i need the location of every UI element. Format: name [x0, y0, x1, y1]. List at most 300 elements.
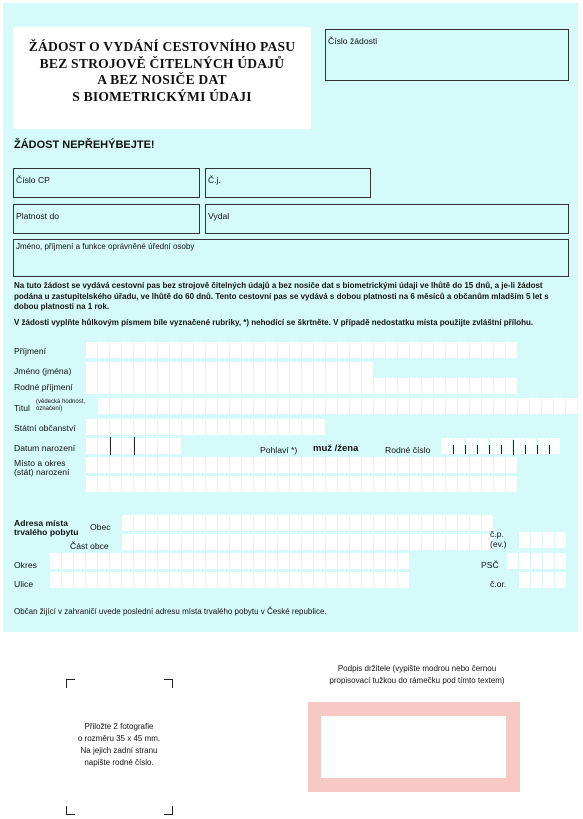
input-cell[interactable] — [182, 457, 193, 473]
jmeno-grid[interactable] — [86, 362, 373, 378]
input-cell[interactable] — [326, 378, 337, 394]
prijmeni-grid[interactable] — [86, 342, 517, 358]
input-cell[interactable] — [206, 572, 217, 588]
input-cell[interactable] — [290, 534, 301, 550]
input-cell[interactable] — [170, 378, 181, 394]
statni-obcanstvi-grid[interactable] — [86, 419, 325, 435]
input-cell[interactable] — [338, 515, 349, 531]
input-cell[interactable] — [362, 342, 373, 358]
input-cell[interactable] — [266, 378, 277, 394]
input-cell[interactable] — [254, 534, 265, 550]
input-cell[interactable] — [338, 342, 349, 358]
input-cell[interactable] — [314, 515, 325, 531]
input-cell[interactable] — [519, 532, 530, 548]
input-cell[interactable] — [86, 378, 97, 394]
input-cell[interactable] — [86, 362, 97, 378]
input-cell[interactable] — [482, 378, 493, 394]
input-cell[interactable] — [446, 457, 457, 473]
input-cell[interactable] — [218, 515, 229, 531]
input-cell[interactable] — [482, 342, 493, 358]
input-cell[interactable] — [266, 553, 277, 569]
input-cell[interactable] — [242, 378, 253, 394]
input-cell[interactable] — [531, 553, 542, 569]
input-cell[interactable] — [62, 553, 73, 569]
input-cell[interactable] — [170, 553, 181, 569]
input-cell[interactable] — [278, 419, 289, 435]
input-cell[interactable] — [206, 515, 217, 531]
input-cell[interactable] — [86, 342, 97, 358]
input-cell[interactable] — [350, 553, 361, 569]
input-cell[interactable] — [506, 398, 517, 414]
input-cell[interactable] — [230, 553, 241, 569]
input-cell[interactable] — [158, 438, 169, 454]
input-cell[interactable] — [290, 378, 301, 394]
input-cell[interactable] — [338, 553, 349, 569]
input-cell[interactable] — [206, 378, 217, 394]
input-cell[interactable] — [254, 515, 265, 531]
input-cell[interactable] — [326, 457, 337, 473]
input-cell[interactable] — [98, 419, 109, 435]
input-cell[interactable] — [326, 553, 337, 569]
input-cell[interactable] — [458, 398, 469, 414]
input-cell[interactable] — [146, 572, 157, 588]
input-cell[interactable] — [194, 476, 205, 492]
input-cell[interactable] — [254, 572, 265, 588]
input-cell[interactable] — [434, 515, 445, 531]
input-cell[interactable] — [543, 572, 554, 588]
input-cell[interactable] — [434, 342, 445, 358]
input-cell[interactable] — [230, 515, 241, 531]
input-cell[interactable] — [86, 476, 97, 492]
input-cell[interactable] — [74, 553, 85, 569]
input-cell[interactable] — [158, 534, 169, 550]
input-cell[interactable] — [441, 438, 452, 454]
input-cell[interactable] — [422, 476, 433, 492]
input-cell[interactable] — [254, 398, 265, 414]
input-cell[interactable] — [398, 476, 409, 492]
input-cell[interactable] — [134, 457, 145, 473]
input-cell[interactable] — [302, 515, 313, 531]
input-cell[interactable] — [230, 476, 241, 492]
input-cell[interactable] — [531, 532, 542, 548]
input-cell[interactable] — [122, 515, 133, 531]
input-cell[interactable] — [170, 534, 181, 550]
input-cell[interactable] — [134, 362, 145, 378]
input-cell[interactable] — [338, 572, 349, 588]
input-cell[interactable] — [519, 572, 530, 588]
input-cell[interactable] — [555, 532, 566, 548]
input-cell[interactable] — [206, 342, 217, 358]
input-cell[interactable] — [134, 534, 145, 550]
input-cell[interactable] — [98, 457, 109, 473]
input-cell[interactable] — [194, 572, 205, 588]
input-cell[interactable] — [494, 476, 505, 492]
input-cell[interactable] — [434, 534, 445, 550]
input-cell[interactable] — [314, 572, 325, 588]
input-cell[interactable] — [326, 534, 337, 550]
input-cell[interactable] — [146, 457, 157, 473]
input-cell[interactable] — [374, 553, 385, 569]
input-cell[interactable] — [410, 378, 421, 394]
input-cell[interactable] — [254, 553, 265, 569]
input-cell[interactable] — [50, 553, 61, 569]
input-cell[interactable] — [314, 362, 325, 378]
input-cell[interactable] — [206, 534, 217, 550]
input-cell[interactable] — [494, 378, 505, 394]
input-cell[interactable] — [542, 398, 553, 414]
input-cell[interactable] — [170, 572, 181, 588]
input-cell[interactable] — [206, 398, 217, 414]
input-cell[interactable] — [182, 534, 193, 550]
input-cell[interactable] — [398, 457, 409, 473]
input-cell[interactable] — [494, 342, 505, 358]
input-cell[interactable] — [290, 362, 301, 378]
input-cell[interactable] — [422, 515, 433, 531]
input-cell[interactable] — [206, 476, 217, 492]
input-cell[interactable] — [122, 572, 133, 588]
input-cell[interactable] — [182, 419, 193, 435]
input-cell[interactable] — [278, 476, 289, 492]
input-cell[interactable] — [338, 457, 349, 473]
input-cell[interactable] — [122, 342, 133, 358]
input-cell[interactable] — [98, 398, 109, 414]
input-cell[interactable] — [74, 572, 85, 588]
input-cell[interactable] — [146, 398, 157, 414]
input-cell[interactable] — [302, 534, 313, 550]
input-cell[interactable] — [194, 419, 205, 435]
muz-zena-option[interactable]: muž /žena — [313, 443, 359, 454]
input-cell[interactable] — [278, 553, 289, 569]
input-cell[interactable] — [506, 457, 517, 473]
input-cell[interactable] — [494, 457, 505, 473]
input-cell[interactable] — [206, 419, 217, 435]
input-cell[interactable] — [446, 515, 457, 531]
input-cell[interactable] — [278, 572, 289, 588]
input-cell[interactable] — [386, 378, 397, 394]
input-cell[interactable] — [134, 572, 145, 588]
input-cell[interactable] — [218, 378, 229, 394]
input-cell[interactable] — [230, 534, 241, 550]
input-cell[interactable] — [206, 457, 217, 473]
input-cell[interactable] — [182, 362, 193, 378]
input-cell[interactable] — [98, 378, 109, 394]
input-cell[interactable] — [86, 457, 97, 473]
input-cell[interactable] — [374, 457, 385, 473]
titul-grid[interactable] — [98, 398, 577, 414]
input-cell[interactable] — [230, 572, 241, 588]
input-cell[interactable] — [398, 572, 409, 588]
input-cell[interactable] — [158, 457, 169, 473]
input-cell[interactable] — [122, 476, 133, 492]
input-cell[interactable] — [374, 572, 385, 588]
input-cell[interactable] — [434, 476, 445, 492]
input-cell[interactable] — [194, 398, 205, 414]
input-cell[interactable] — [266, 534, 277, 550]
input-cell[interactable] — [194, 378, 205, 394]
input-cell[interactable] — [98, 476, 109, 492]
input-cell[interactable] — [374, 378, 385, 394]
input-cell[interactable] — [386, 342, 397, 358]
input-cell[interactable] — [422, 398, 433, 414]
input-cell[interactable] — [242, 572, 253, 588]
input-cell[interactable] — [158, 572, 169, 588]
input-cell[interactable] — [182, 515, 193, 531]
input-cell[interactable] — [386, 534, 397, 550]
input-cell[interactable] — [350, 362, 361, 378]
input-cell[interactable] — [555, 572, 566, 588]
input-cell[interactable] — [422, 378, 433, 394]
misto-narozeni-grid-1[interactable] — [86, 457, 517, 473]
input-cell[interactable] — [110, 378, 121, 394]
input-cell[interactable] — [537, 438, 548, 454]
cast-obce-grid[interactable] — [122, 534, 493, 550]
input-cell[interactable] — [458, 342, 469, 358]
input-cell[interactable] — [254, 457, 265, 473]
input-cell[interactable] — [482, 398, 493, 414]
input-cell[interactable] — [446, 378, 457, 394]
input-cell[interactable] — [525, 438, 536, 454]
input-cell[interactable] — [410, 457, 421, 473]
input-cell[interactable] — [194, 342, 205, 358]
input-cell[interactable] — [86, 572, 97, 588]
input-cell[interactable] — [218, 398, 229, 414]
psc-grid[interactable] — [507, 553, 566, 569]
input-cell[interactable] — [206, 553, 217, 569]
input-cell[interactable] — [470, 342, 481, 358]
input-cell[interactable] — [134, 515, 145, 531]
signature-box[interactable] — [321, 716, 506, 778]
input-cell[interactable] — [302, 362, 313, 378]
input-cell[interactable] — [230, 457, 241, 473]
input-cell[interactable] — [110, 572, 121, 588]
input-cell[interactable] — [555, 553, 566, 569]
input-cell[interactable] — [302, 398, 313, 414]
input-cell[interactable] — [518, 398, 529, 414]
input-cell[interactable] — [470, 378, 481, 394]
input-cell[interactable] — [566, 398, 577, 414]
input-cell[interactable] — [362, 362, 373, 378]
input-cell[interactable] — [86, 438, 97, 454]
input-cell[interactable] — [386, 457, 397, 473]
input-cell[interactable] — [362, 553, 373, 569]
cp-grid[interactable] — [519, 532, 566, 548]
input-cell[interactable] — [110, 457, 121, 473]
input-cell[interactable] — [110, 438, 121, 454]
input-cell[interactable] — [350, 534, 361, 550]
input-cell[interactable] — [338, 398, 349, 414]
input-cell[interactable] — [326, 362, 337, 378]
input-cell[interactable] — [326, 476, 337, 492]
input-cell[interactable] — [194, 553, 205, 569]
input-cell[interactable] — [422, 342, 433, 358]
input-cell[interactable] — [350, 398, 361, 414]
input-cell[interactable] — [338, 362, 349, 378]
input-cell[interactable] — [350, 515, 361, 531]
input-cell[interactable] — [531, 572, 542, 588]
input-cell[interactable] — [338, 534, 349, 550]
input-cell[interactable] — [146, 534, 157, 550]
input-cell[interactable] — [122, 457, 133, 473]
input-cell[interactable] — [374, 476, 385, 492]
input-cell[interactable] — [122, 419, 133, 435]
input-cell[interactable] — [338, 378, 349, 394]
input-cell[interactable] — [350, 342, 361, 358]
input-cell[interactable] — [242, 398, 253, 414]
input-cell[interactable] — [110, 362, 121, 378]
input-cell[interactable] — [422, 534, 433, 550]
input-cell[interactable] — [326, 342, 337, 358]
input-cell[interactable] — [242, 342, 253, 358]
input-cell[interactable] — [302, 553, 313, 569]
input-cell[interactable] — [458, 534, 469, 550]
input-cell[interactable] — [513, 438, 524, 454]
input-cell[interactable] — [278, 342, 289, 358]
input-cell[interactable] — [146, 553, 157, 569]
input-cell[interactable] — [62, 572, 73, 588]
input-cell[interactable] — [266, 572, 277, 588]
input-cell[interactable] — [50, 572, 61, 588]
input-cell[interactable] — [398, 378, 409, 394]
input-cell[interactable] — [230, 419, 241, 435]
input-cell[interactable] — [458, 457, 469, 473]
input-cell[interactable] — [446, 534, 457, 550]
input-cell[interactable] — [254, 476, 265, 492]
input-cell[interactable] — [362, 572, 373, 588]
input-cell[interactable] — [194, 362, 205, 378]
input-cell[interactable] — [170, 515, 181, 531]
input-cell[interactable] — [326, 515, 337, 531]
input-cell[interactable] — [254, 362, 265, 378]
input-cell[interactable] — [242, 362, 253, 378]
input-cell[interactable] — [314, 378, 325, 394]
input-cell[interactable] — [374, 534, 385, 550]
input-cell[interactable] — [290, 342, 301, 358]
input-cell[interactable] — [134, 476, 145, 492]
input-cell[interactable] — [362, 534, 373, 550]
input-cell[interactable] — [506, 378, 517, 394]
input-cell[interactable] — [458, 515, 469, 531]
input-cell[interactable] — [122, 438, 133, 454]
input-cell[interactable] — [465, 438, 476, 454]
input-cell[interactable] — [446, 342, 457, 358]
input-cell[interactable] — [194, 515, 205, 531]
input-cell[interactable] — [242, 476, 253, 492]
input-cell[interactable] — [218, 534, 229, 550]
input-cell[interactable] — [290, 553, 301, 569]
input-cell[interactable] — [266, 398, 277, 414]
input-cell[interactable] — [422, 457, 433, 473]
input-cell[interactable] — [278, 378, 289, 394]
input-cell[interactable] — [86, 419, 97, 435]
input-cell[interactable] — [230, 398, 241, 414]
input-cell[interactable] — [350, 457, 361, 473]
input-cell[interactable] — [446, 476, 457, 492]
input-cell[interactable] — [302, 572, 313, 588]
input-cell[interactable] — [218, 419, 229, 435]
input-cell[interactable] — [398, 515, 409, 531]
input-cell[interactable] — [482, 457, 493, 473]
input-cell[interactable] — [170, 362, 181, 378]
input-cell[interactable] — [230, 378, 241, 394]
input-cell[interactable] — [554, 398, 565, 414]
input-cell[interactable] — [254, 378, 265, 394]
input-cell[interactable] — [410, 515, 421, 531]
input-cell[interactable] — [494, 398, 505, 414]
input-cell[interactable] — [110, 476, 121, 492]
input-cell[interactable] — [170, 476, 181, 492]
input-cell[interactable] — [218, 362, 229, 378]
input-cell[interactable] — [434, 378, 445, 394]
input-cell[interactable] — [194, 457, 205, 473]
input-cell[interactable] — [122, 362, 133, 378]
cor-grid[interactable] — [519, 572, 566, 588]
input-cell[interactable] — [182, 572, 193, 588]
input-cell[interactable] — [170, 457, 181, 473]
input-cell[interactable] — [290, 398, 301, 414]
input-cell[interactable] — [326, 398, 337, 414]
input-cell[interactable] — [386, 572, 397, 588]
input-cell[interactable] — [146, 515, 157, 531]
input-cell[interactable] — [470, 457, 481, 473]
input-cell[interactable] — [182, 398, 193, 414]
input-cell[interactable] — [482, 476, 493, 492]
input-cell[interactable] — [242, 534, 253, 550]
input-cell[interactable] — [182, 378, 193, 394]
input-cell[interactable] — [206, 362, 217, 378]
input-cell[interactable] — [122, 378, 133, 394]
input-cell[interactable] — [506, 476, 517, 492]
input-cell[interactable] — [158, 342, 169, 358]
input-cell[interactable] — [158, 476, 169, 492]
input-cell[interactable] — [146, 378, 157, 394]
ulice-grid[interactable] — [50, 572, 409, 588]
input-cell[interactable] — [326, 572, 337, 588]
input-cell[interactable] — [86, 553, 97, 569]
input-cell[interactable] — [230, 362, 241, 378]
input-cell[interactable] — [362, 515, 373, 531]
input-cell[interactable] — [158, 362, 169, 378]
input-cell[interactable] — [290, 457, 301, 473]
input-cell[interactable] — [470, 398, 481, 414]
input-cell[interactable] — [266, 419, 277, 435]
input-cell[interactable] — [489, 438, 500, 454]
okres-grid[interactable] — [50, 553, 409, 569]
rodne-prijmeni-grid[interactable] — [86, 378, 517, 394]
input-cell[interactable] — [158, 398, 169, 414]
input-cell[interactable] — [170, 398, 181, 414]
input-cell[interactable] — [362, 476, 373, 492]
input-cell[interactable] — [242, 419, 253, 435]
input-cell[interactable] — [158, 378, 169, 394]
input-cell[interactable] — [453, 438, 464, 454]
input-cell[interactable] — [242, 515, 253, 531]
input-cell[interactable] — [290, 515, 301, 531]
input-cell[interactable] — [146, 419, 157, 435]
obec-grid[interactable] — [122, 515, 493, 531]
input-cell[interactable] — [470, 534, 481, 550]
input-cell[interactable] — [501, 438, 512, 454]
input-cell[interactable] — [266, 362, 277, 378]
input-cell[interactable] — [314, 457, 325, 473]
input-cell[interactable] — [549, 438, 560, 454]
input-cell[interactable] — [458, 378, 469, 394]
input-cell[interactable] — [158, 553, 169, 569]
input-cell[interactable] — [170, 342, 181, 358]
input-cell[interactable] — [98, 553, 109, 569]
input-cell[interactable] — [374, 515, 385, 531]
input-cell[interactable] — [254, 342, 265, 358]
input-cell[interactable] — [266, 515, 277, 531]
